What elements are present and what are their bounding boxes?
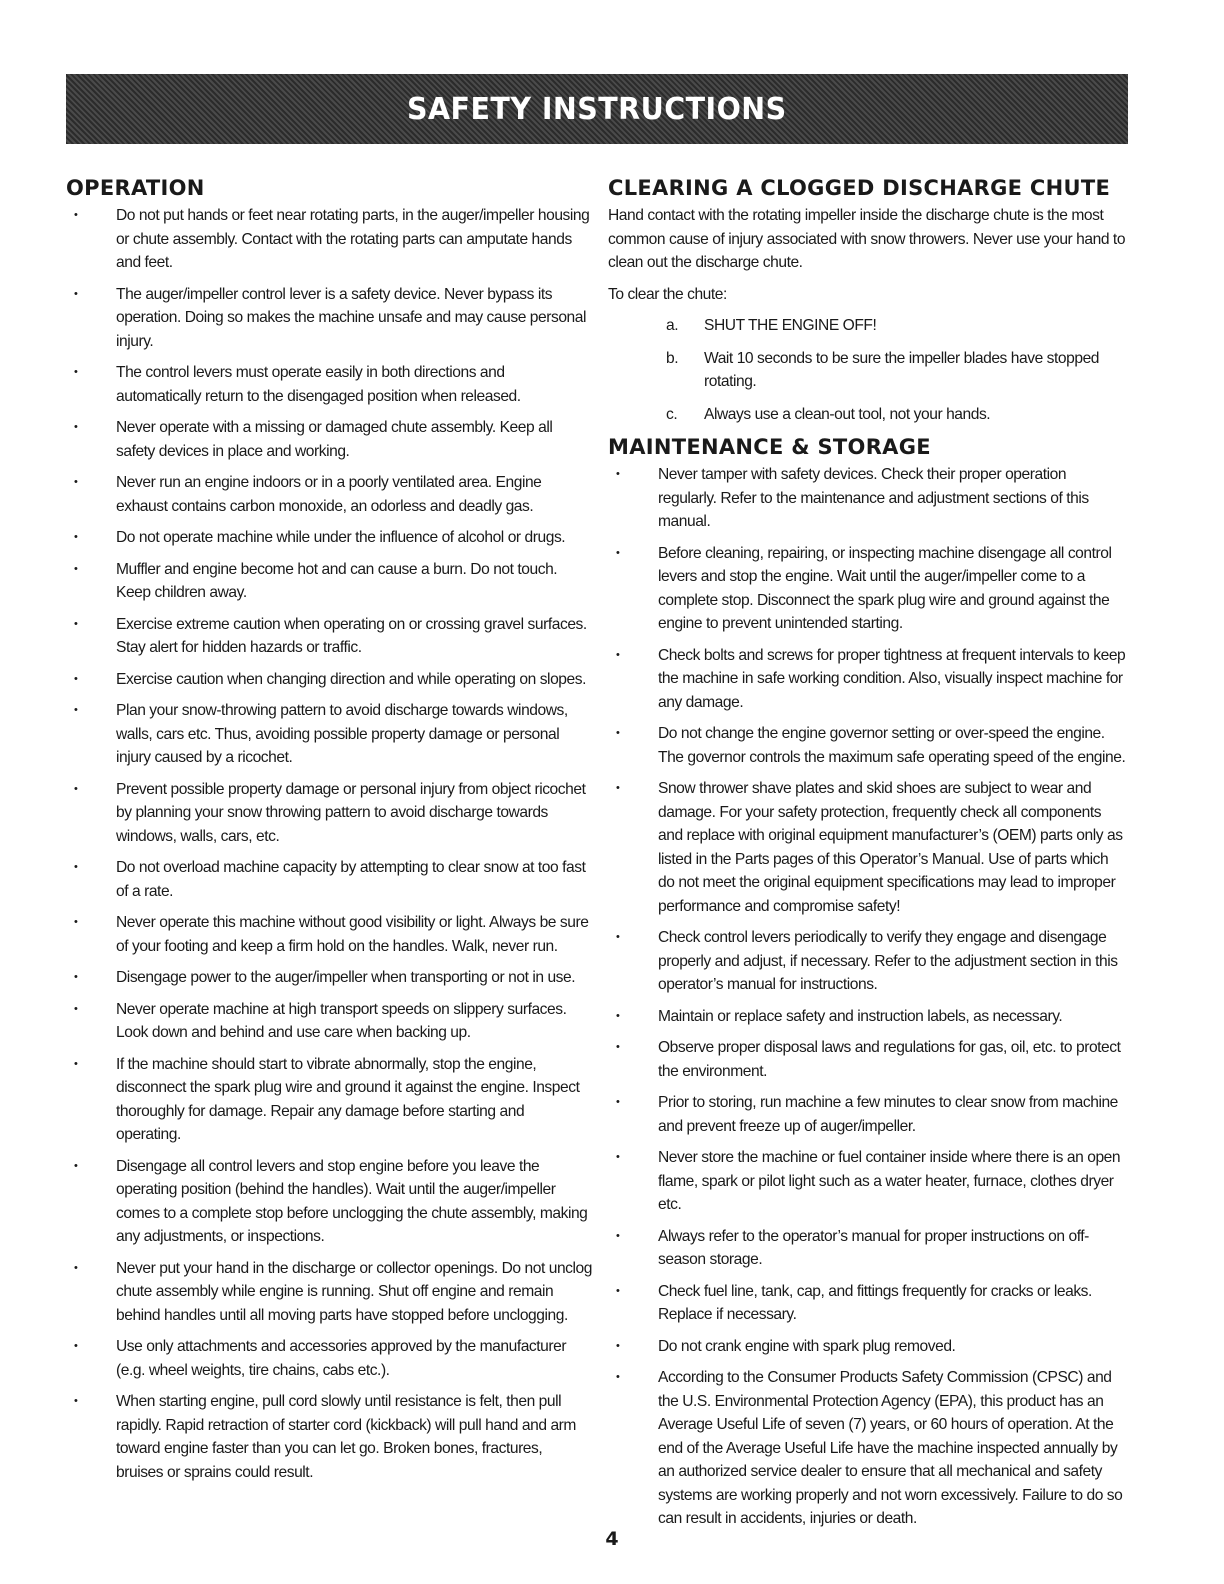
page-number: 4 bbox=[605, 1528, 619, 1550]
list-item: • Check fuel line, tank, cap, and fittings frequently for cracks or leaks. Replace if necessary. bbox=[608, 1280, 1128, 1327]
left-column bbox=[66, 176, 592, 1492]
list-item: • Exercise extreme caution when operating on or crossing gravel surfaces. Stay alert for hidden hazards or traffic. bbox=[66, 613, 592, 660]
list-item: • The auger/impeller control lever is a safety device. Never bypass its operation. Doing so makes the machine unsafe and may cause personal injury. bbox=[66, 283, 592, 354]
list-item: • If the machine should start to vibrate abnormally, stop the engine, disconnect the spark plug wire and ground it against the engine. Inspect thoroughly for damage. Repair any damage before starting and operating. bbox=[66, 1053, 592, 1147]
list-item: • Do not overload machine capacity by attempting to clear snow at too fast of a rate. bbox=[66, 856, 592, 903]
list-item: • Snow thrower shave plates and skid shoes are subject to wear and damage. For your safety protection, frequently check all components and replace with original equipment manufacturer’s (OEM) parts only as listed in the Parts pages of this Operator’s Manual. Use of parts which do not meet the original equipment specifications may lead to improper performance and compromise safety! bbox=[608, 777, 1128, 918]
maintenance-list bbox=[608, 463, 1128, 1531]
list-item: • Never operate this machine without good visibility or light. Always be sure of your footing and keep a firm hold on the handles. Walk, never run. bbox=[66, 911, 592, 958]
step-marker: b. bbox=[666, 349, 679, 367]
list-item: • Never operate with a missing or damaged chute assembly. Keep all safety devices in place and working. bbox=[66, 416, 592, 463]
list-item: • Disengage all control levers and stop engine before you leave the operating position (behind the handles). Wait until the auger/impeller comes to a complete stop before unclogging the chute assembly, making any adjustments, or inspections. bbox=[66, 1155, 592, 1249]
list-item: • Never put your hand in the discharge or collector openings. Do not unclog chute assembly while engine is running. Shut off engine and remain behind handles until all moving parts have stopped before unclogging. bbox=[66, 1257, 592, 1328]
list-item: • Plan your snow-throwing pattern to avoid discharge towards windows, walls, cars etc. Thus, avoiding possible property damage or personal injury caused by a ricochet. bbox=[66, 699, 592, 770]
list-item: • When starting engine, pull cord slowly until resistance is felt, then pull rapidly. Rapid retraction of starter cord (kickback) will pull hand and arm toward engine faster than you can let go. Broken bones, fractures, bruises or sprains could result. bbox=[66, 1390, 592, 1484]
page-title: SAFETY INSTRUCTIONS bbox=[407, 91, 787, 127]
operation-heading: OPERATION bbox=[66, 176, 205, 200]
clearing-steps bbox=[608, 314, 1128, 426]
list-item: • Exercise caution when changing direction and while operating on slopes. bbox=[66, 668, 592, 692]
list-item: • Prior to storing, run machine a few minutes to clear snow from machine and prevent freeze up of auger/impeller. bbox=[608, 1091, 1128, 1138]
list-item: • Always refer to the operator’s manual for proper instructions on off-season storage. bbox=[608, 1225, 1128, 1272]
list-item: • Check control levers periodically to verify they engage and disengage properly and adjust, if necessary. Refer to the adjustment section in this operator’s manual for instructions. bbox=[608, 926, 1128, 997]
clearing-lead: To clear the chute: bbox=[608, 285, 727, 303]
list-item: • Prevent possible property damage or personal injury from object ricochet by planning your snow throwing pattern to avoid discharge towards windows, walls, cars, etc. bbox=[66, 778, 592, 849]
list-item: • Observe proper disposal laws and regulations for gas, oil, etc. to protect the environment. bbox=[608, 1036, 1128, 1083]
step-item bbox=[608, 314, 1128, 338]
list-item: • Disengage power to the auger/impeller when transporting or not in use. bbox=[66, 966, 592, 990]
list-item: • Maintain or replace safety and instruction labels, as necessary. bbox=[608, 1005, 1128, 1029]
list-item: • Use only attachments and accessories approved by the manufacturer (e.g. wheel weights, tire chains, cabs etc.). bbox=[66, 1335, 592, 1382]
list-item: • Do not crank engine with spark plug removed. bbox=[608, 1335, 1128, 1359]
clearing-heading: CLEARING A CLOGGED DISCHARGE CHUTE bbox=[608, 176, 1111, 200]
step-marker: c. bbox=[666, 405, 678, 423]
list-item: • Never run an engine indoors or in a poorly ventilated area. Engine exhaust contains carbon monoxide, an odorless and deadly gas. bbox=[66, 471, 592, 518]
list-item: • According to the Consumer Products Safety Commission (CPSC) and the U.S. Environmental Protection Agency (EPA), this product has an Average Useful Life of seven (7) years, or 60 hours of operation. At the end of the Average Useful Life have the machine inspected annually by an authorized service dealer to ensure that all mechanical and safety systems are working properly and not worn excessively. Failure to do so can result in accidents, injuries or death. bbox=[608, 1366, 1128, 1531]
title-banner bbox=[66, 74, 1128, 144]
operation-list bbox=[66, 204, 592, 1484]
list-item: • Do not change the engine governor setting or over-speed the engine. The governor controls the maximum safe operating speed of the engine. bbox=[608, 722, 1128, 769]
step-text: SHUT THE ENGINE OFF! bbox=[704, 317, 877, 334]
list-item: • Before cleaning, repairing, or inspecting machine disengage all control levers and stop the engine. Wait until the auger/impeller come to a complete stop. Disconnect the spark plug wire and ground against the engine to prevent unintended starting. bbox=[608, 542, 1128, 636]
list-item: • Check bolts and screws for proper tightness at frequent intervals to keep the machine in safe working condition. Also, visually inspect machine for any damage. bbox=[608, 644, 1128, 715]
clearing-intro: Hand contact with the rotating impeller inside the discharge chute is the most common cause of injury associated with snow throwers. Never use your hand to clean out the discharge chute. bbox=[608, 207, 1126, 271]
list-item: • Never operate machine at high transport speeds on slippery surfaces. Look down and behind and use care when backing up. bbox=[66, 998, 592, 1045]
step-text: Wait 10 seconds to be sure the impeller blades have stopped rotating. bbox=[704, 349, 1100, 390]
step-text: Always use a clean-out tool, not your hands. bbox=[704, 405, 991, 423]
step-item bbox=[608, 347, 1128, 394]
list-item: • Do not put hands or feet near rotating parts, in the auger/impeller housing or chute assembly. Contact with the rotating parts can amputate hands and feet. bbox=[66, 204, 592, 275]
list-item: • Do not operate machine while under the influence of alcohol or drugs. bbox=[66, 526, 592, 550]
step-item bbox=[608, 403, 1128, 427]
step-marker: a. bbox=[666, 317, 679, 334]
maintenance-heading: MAINTENANCE & STORAGE bbox=[608, 435, 931, 459]
list-item: • Muffler and engine become hot and can cause a burn. Do not touch. Keep children away. bbox=[66, 558, 592, 605]
list-item: • Never tamper with safety devices. Check their proper operation regularly. Refer to the maintenance and adjustment sections of this manual. bbox=[608, 463, 1128, 534]
list-item: • The control levers must operate easily in both directions and automatically return to the disengaged position when released. bbox=[66, 361, 592, 408]
right-column bbox=[608, 176, 1128, 1539]
list-item: • Never store the machine or fuel container inside where there is an open flame, spark or pilot light such as a water heater, furnace, clothes dryer etc. bbox=[608, 1146, 1128, 1217]
